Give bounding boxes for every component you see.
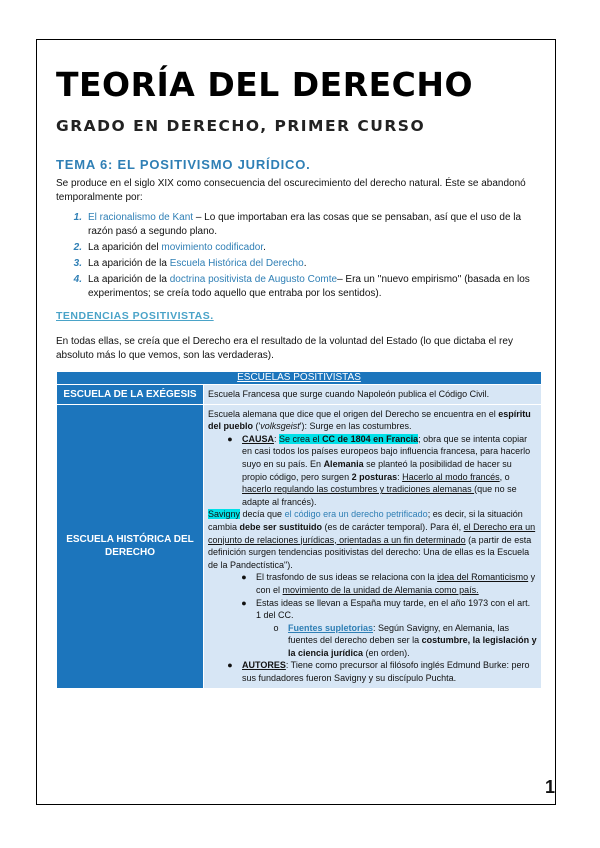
document-title: TEORÍA DEL DERECHO [56,65,474,104]
row-text-exegesis: Escuela Francesa que surge cuando Napoleón publica el Código Civil. [204,385,542,405]
historica-intro: Escuela alemana que dice que el origen del Derecho se encuentra en el espíritu del pueblo ('volksgeist'): Surge en las costumbres. [208,408,531,432]
tendencias-paragraph: En todas ellas, se creía que el Derecho era el resultado de la voluntad del Estado (lo que dictaba el rey absoluto más lo que vemos, son las verdaderas). [56,336,513,361]
savigny-paragraph: Savigny decía que el código era un derecho petrificado; es decir, si la situación cambia debe ser sustituido (es de carácter temporal). Para él, el Derecho era un conjunto de relaciones jurídicas, orientadas a un fin determinado (a partir de esta definición surgen tendencias positivistas del derecho: Una de ellas es la Escuela de la Pandectística"). [208,509,536,570]
causes-list [56,211,542,301]
kant-link[interactable]: El racionalismo de Kant [88,212,194,223]
document-page [36,39,556,805]
row-text-historica [204,404,542,688]
row-label-exegesis: ESCUELA DE LA EXÉGESIS [57,385,204,405]
codificador-link[interactable]: movimiento codificador [161,242,264,253]
autores-bullet: ● AUTORES: Tiene como precursor al filósofo inglés Edmund Burke: pero sus fundadores fueron Savigny y su discípulo Puchta. [218,659,537,684]
list-item: 1. El racionalismo de Kant – Lo que importaban era las cosas que se pensaban, así que el uso de la razón pasó a segundo plano. [56,211,542,239]
intro-paragraph: Se produce en el siglo XIX como consecuencia del oscurecimiento del derecho natural. Éste se abandonó temporalmente por: [56,178,526,203]
list-number: 3. [73,258,82,269]
table-header: ESCUELAS POSITIVISTAS [57,372,542,385]
espana-bullet: ● Estas ideas se llevan a España muy tarde, en el año 1973 con el art. 1 del CC. [232,597,537,622]
bullet-icon: ● [227,433,233,444]
page-number: 1 [544,777,555,797]
circle-bullet-icon: o [273,622,279,633]
bullet-icon: ● [241,597,247,608]
list-item: 2. La aparición del movimiento codificador. [56,241,542,255]
list-number: 2. [73,242,82,253]
escuela-historica-link[interactable]: Escuela Histórica del Derecho [169,258,304,269]
bullet-icon: ● [227,660,233,671]
escuelas-table [56,371,542,689]
tendencias-heading: TENDENCIAS POSITIVISTAS. [56,310,214,322]
table-row [57,385,542,405]
list-number: 4. [73,274,82,285]
trasfondo-bullet: ● El trasfondo de sus ideas se relaciona con la idea del Romanticismo y con el movimiento de la unidad de Alemania como país. [232,571,537,596]
list-number: 1. [73,212,82,223]
table-row [57,404,542,688]
row-label-historica: ESCUELA HISTÓRICA DEL DERECHO [57,404,204,688]
comte-link[interactable]: doctrina positivista de Augusto Comte [169,274,338,285]
page-content [56,66,542,689]
bullet-icon: ● [241,572,247,583]
fuentes-bullet: o Fuentes supletorias: Según Savigny, en Alemania, las fuentes del derecho deben ser la costumbre, la legislación y la ciencia jurídica (en orden). [264,622,537,660]
list-item: 4. La aparición de la doctrina positivista de Augusto Comte– Era un ''nuevo empirismo'' (basada en los experimentos; se creía todo aquello que entraba por los sentidos). [56,273,542,301]
list-item: 3. La aparición de la Escuela Histórica del Derecho. [56,257,542,271]
section-title: TEMA 6: EL POSITIVISMO JURÍDICO. [56,157,311,172]
causa-bullet: ● CAUSA: Se crea el CC de 1804 en Francia; obra que se intenta copiar en casi todos los países europeos bajo influencia francesa, para hacerlo suyo en su país. En Alemania se planteó la posibilidad de hacer su propio código, pero surgen 2 posturas: Hacerlo al modo francés, o hacerlo regulando las costumbres y tradiciones alemanas (que no se adapte al francés). [218,433,537,509]
document-subtitle: GRADO EN DERECHO, PRIMER CURSO [56,117,426,135]
